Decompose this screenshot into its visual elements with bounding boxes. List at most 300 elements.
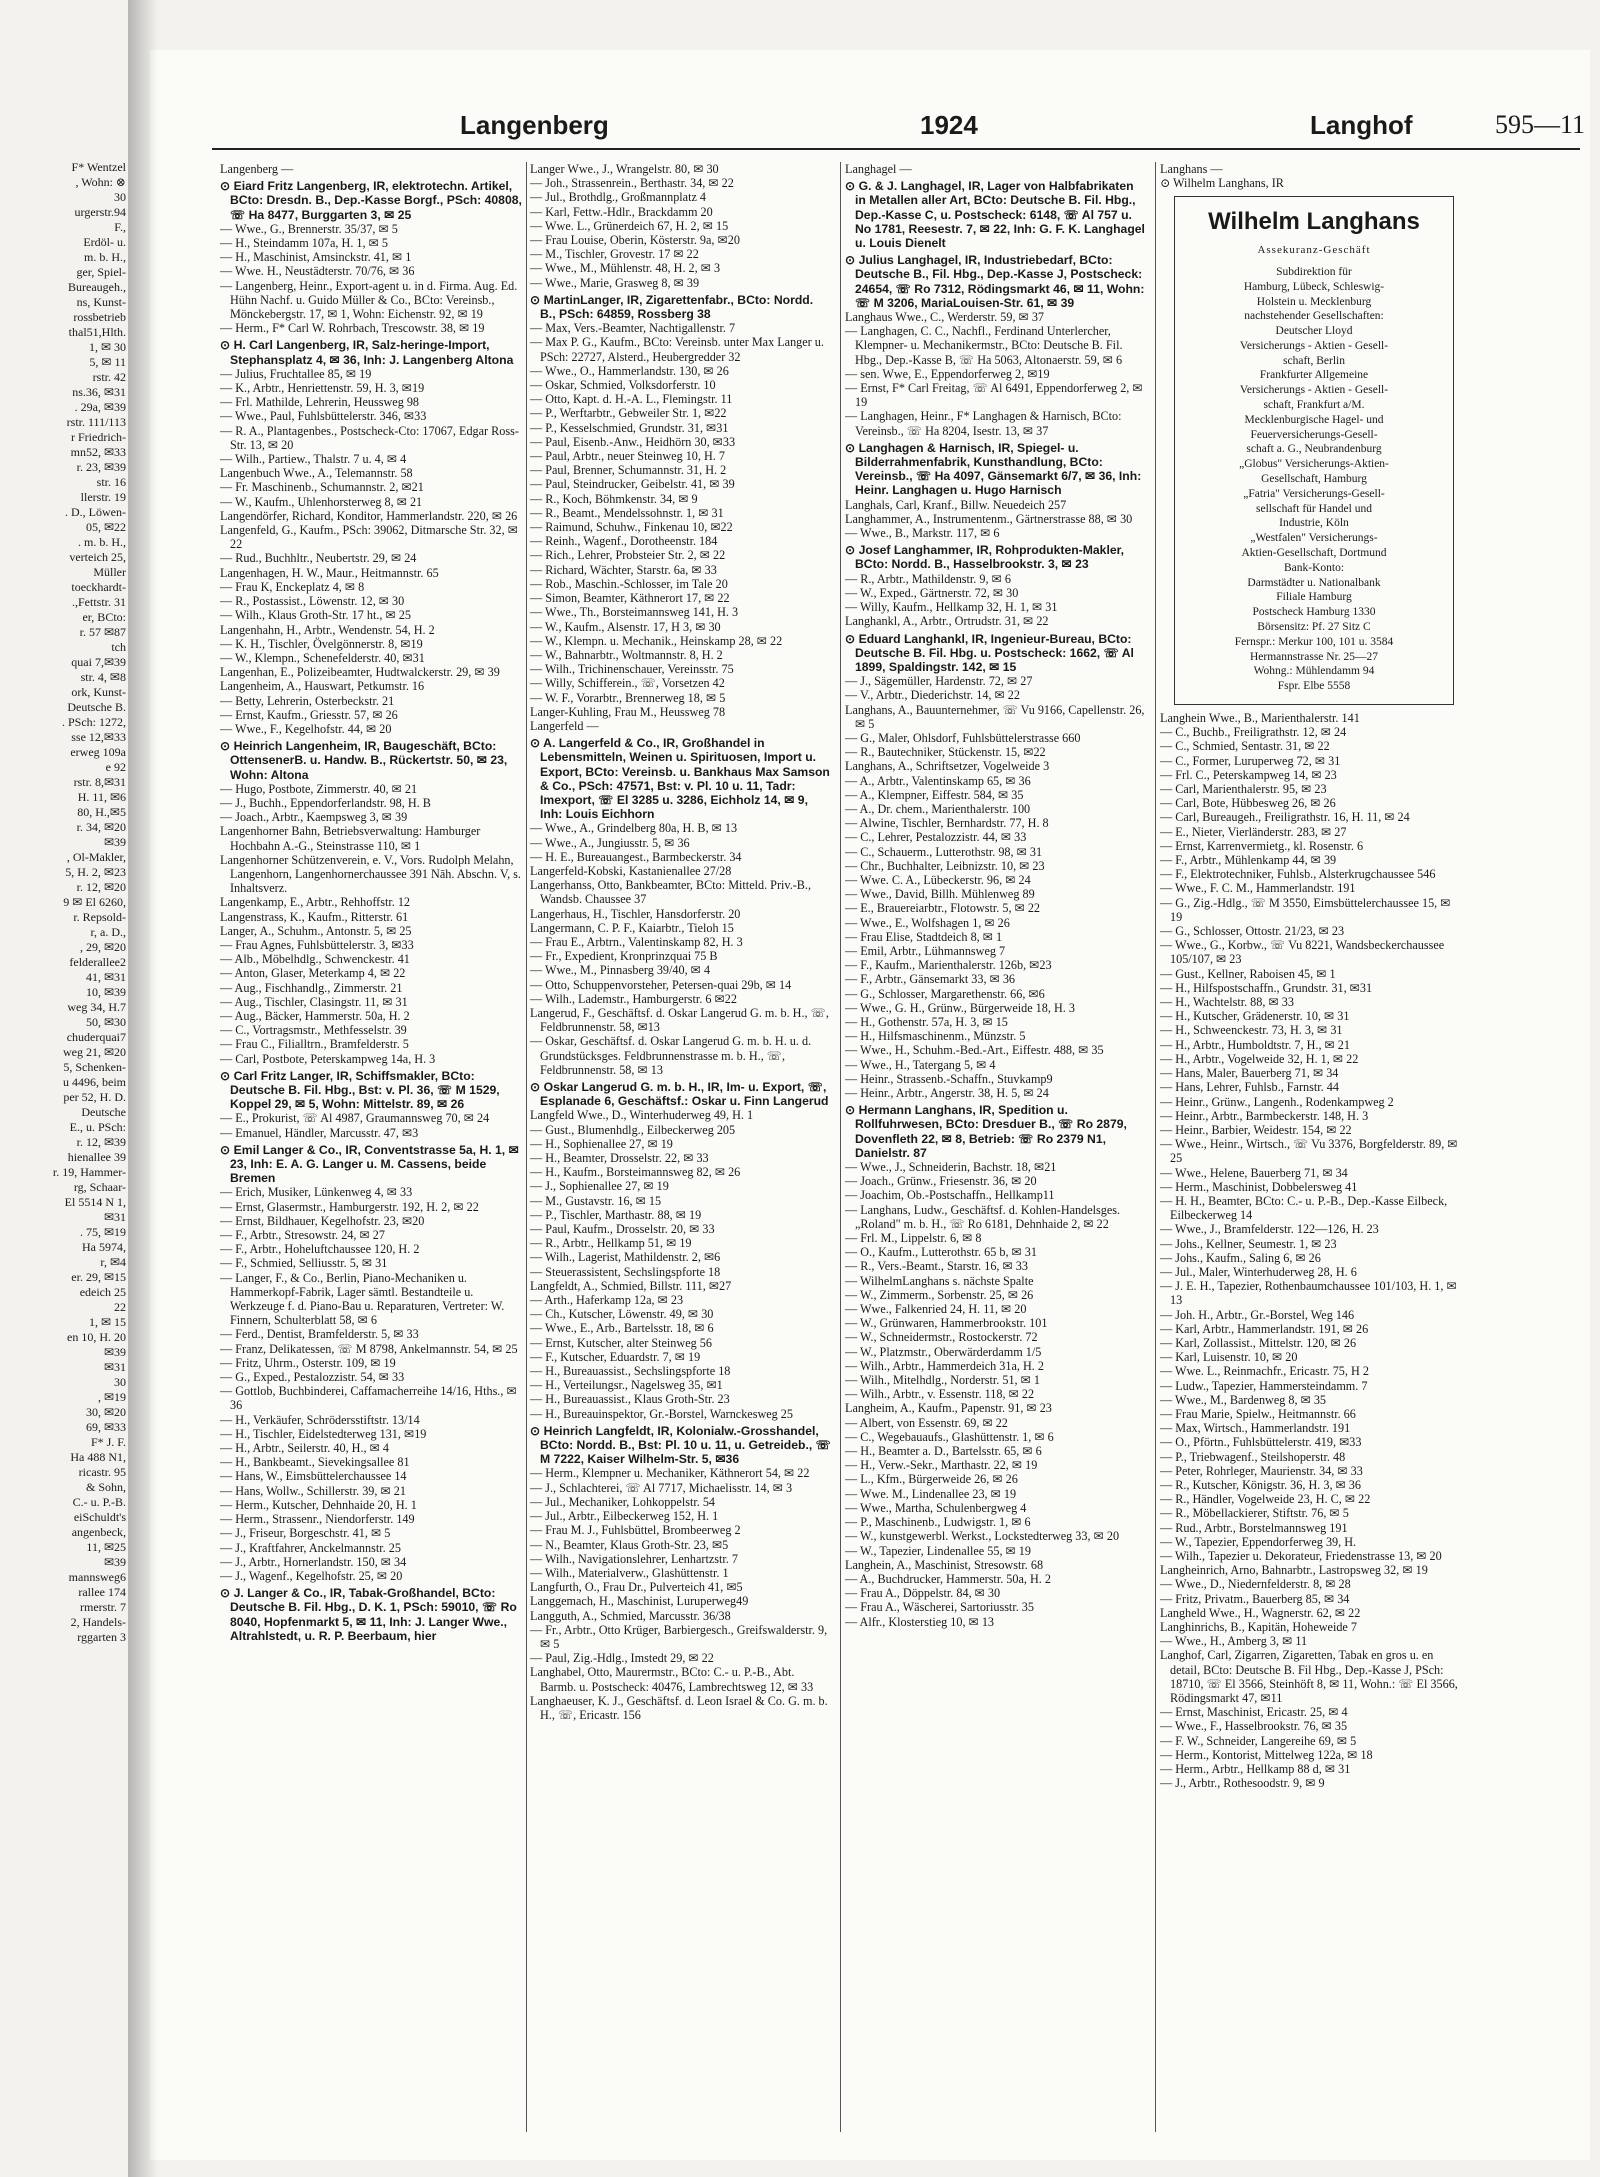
- ad-line: „Fatria" Versicherungs-Gesell-: [1243, 487, 1385, 500]
- directory-entry: — Joach., Grünw., Friesenstr. 36, ✉ 20: [845, 1174, 1037, 1189]
- directory-entry: — Wwe. H., Neustädterstr. 70/76, ✉ 36: [220, 264, 415, 279]
- column-4-top: [1160, 162, 1462, 190]
- directory-entry: — Arth., Haferkamp 12a, ✉ 23: [530, 1293, 684, 1308]
- directory-entry: — Wwe. M., Lindenallee 23, ✉ 19: [845, 1486, 1017, 1501]
- fragment-line: r. 12, ✉20: [76, 880, 126, 894]
- fragment-line: quai 7,✉39: [71, 655, 126, 669]
- directory-entry: — Wwe., E., Wolfshagen 1, ✉ 26: [845, 915, 1010, 930]
- directory-entry: — H., Gothenstr. 57a, H. 3, ✉ 15: [845, 1014, 1008, 1029]
- directory-entry: — Heinr., Barbier, Weidestr. 154, ✉ 22: [1160, 1122, 1352, 1137]
- directory-entry: — Joachim, Ob.-Postschaffn., Hellkamp11: [845, 1188, 1055, 1203]
- directory-entry: — Heinr., Grünw., Langenh., Rodenkampweg 2: [1160, 1094, 1394, 1109]
- directory-entry: — Ernst, Glasermstr., Hamburgerstr. 192, H. 2, ✉ 22: [220, 1199, 479, 1214]
- directory-entry: — Wwe., B., Markstr. 117, ✉ 6: [845, 526, 1000, 541]
- fragment-line: weg 34, H.7: [67, 1000, 126, 1014]
- directory-entry: — J., Wagenf., Kegelhofstr. 25, ✉ 20: [220, 1568, 403, 1583]
- directory-entry: — J., Arbtr., Hornerlandstr. 150, ✉ 34: [220, 1554, 407, 1569]
- directory-entry: Langhaus Wwe., C., Werderstr. 59, ✉ 37: [845, 310, 1045, 325]
- directory-entry: — WilhelmLanghans s. nächste Spalte: [845, 1273, 1034, 1288]
- column-3: [845, 162, 1147, 2142]
- ad-line: Holstein u. Mecklenburg: [1256, 295, 1372, 308]
- directory-entry: — G., Schlosser, Margarethenstr. 66, ✉6: [845, 986, 1045, 1001]
- fragment-line: Müller: [93, 565, 126, 579]
- fragment-line: 9 ✉ El 6260,: [63, 895, 126, 909]
- directory-entry: — W., Grünwaren, Hammerbrookstr. 101: [845, 1316, 1048, 1331]
- directory-entry: — F., Arbtr., Gänsemarkt 33, ✉ 36: [845, 972, 1016, 987]
- directory-entry: — Hans, Maler, Bauerberg 71, ✉ 34: [1160, 1066, 1339, 1081]
- fragment-line: rallee 174: [78, 1585, 126, 1599]
- directory-entry: — J. E. H., Tapezier, Rothenbaumchaussee 101/103, H. 1, ✉ 13: [1160, 1279, 1457, 1308]
- fragment-line: El 5514 N 1,: [64, 1195, 126, 1209]
- fragment-line: ricastr. 95: [78, 1465, 126, 1479]
- directory-entry: ⊙ Eduard Langhankl, IR, Ingenieur-Bureau, BCto: Deutsche B. Fil. Hbg. u. Postscheck: 1662, ☏ Al 1899, Spaldingstr. 142, ✉ 15: [845, 631, 1134, 674]
- directory-entry: — Otto, Kapt. d. H.-A. L., Flemingstr. 11: [530, 392, 733, 407]
- directory-entry: Langenhagen, H. W., Maur., Heitmannstr. 65: [220, 565, 439, 580]
- ad-line: Fspr. Elbe 5558: [1277, 680, 1351, 693]
- fragment-line: 41, ✉31: [85, 970, 126, 984]
- directory-entry: — H., Sophienallee 27, ✉ 19: [530, 1136, 673, 1151]
- page-number: 595—11: [1495, 110, 1586, 139]
- directory-entry: — J., Buchh., Eppendorferlandstr. 98, H. B: [220, 795, 431, 810]
- directory-entry: — H., Bureauassist., Sechslingspforte 18: [530, 1364, 731, 1379]
- directory-entry: — Wwe., H., Tatergang 5, ✉ 4: [845, 1057, 996, 1072]
- ad-line: Versicherungs - Aktien - Gesell-: [1239, 384, 1389, 397]
- directory-entry: ⊙ Josef Langhammer, IR, Rohprodukten-Makler, BCto: Nordd. B., Hasselbrookstr. 3, ✉ 23: [845, 543, 1125, 572]
- directory-entry: — W., Schneidermstr., Rostockerstr. 72: [845, 1330, 1038, 1345]
- directory-entry: — Karl, Luisenstr. 10, ✉ 20: [1160, 1350, 1298, 1365]
- directory-entry: ⊙ Heinrich Langfeldt, IR, Kolonialw.-Grosshandel, BCto: Nordd. B., Bst: Pl. 10 u. 11, u. Getreideb., ☏ M 7222, Kaiser Wilhelm-Str. 5, ✉36: [530, 1423, 831, 1467]
- fragment-line: ✉31: [103, 1210, 126, 1224]
- directory-entry: — Jul., Mechaniker, Lohkoppelstr. 54: [530, 1494, 716, 1509]
- column-2: [530, 162, 832, 2142]
- directory-entry: — Langhagen, C. C., Nachfl., Ferdinand Unterlercher, Klempner- u. Mechanikermstr., BCto: Deutsche B. Fil. Hbg., Dep.-Kasse B, ☏ Ha 5063, Altonaerstr. 59, ✉ 6: [845, 324, 1123, 367]
- fragment-line: urgerstr.94: [74, 205, 126, 219]
- directory-entry: — Frau A., Wäscherei, Sartoriusstr. 35: [845, 1600, 1034, 1615]
- directory-entry: — P., Kesselschmied, Grundstr. 31, ✉31: [530, 420, 729, 435]
- fragment-line: & Sohn,: [85, 1480, 126, 1494]
- directory-entry: — Erich, Musiker, Lünkenweg 4, ✉ 33: [220, 1185, 413, 1200]
- directory-entry: — Oskar, Schmied, Volksdorferstr. 10: [530, 378, 716, 393]
- directory-entry: — Jul., Maler, Winterhuderweg 28, H. 6: [1160, 1264, 1357, 1279]
- directory-entry: — Wilh., Navigationslehrer, Lenhartzstr. 7: [530, 1551, 738, 1566]
- column-divider: [1155, 162, 1156, 2132]
- fragment-line: 30: [114, 1375, 126, 1389]
- directory-entry: — Wwe., F. C. M., Hammerlandstr. 191: [1160, 881, 1356, 896]
- header-rule: [212, 148, 1580, 150]
- directory-entry: — J., Arbtr., Rothesoodstr. 9, ✉ 9: [1160, 1776, 1325, 1791]
- directory-entry: — Herm., Kutscher, Dehnhaide 20, H. 1: [220, 1497, 417, 1512]
- directory-entry: — Fr. Maschinenb., Schumannstr. 2, ✉21: [220, 480, 424, 495]
- directory-entry: Langerud, F., Geschäftsf. d. Oskar Langerud G. m. b. H., ☏, Feldbrunnenstr. 58, ✉13: [530, 1005, 829, 1035]
- directory-entry: — W., Platzmstr., Oberwärderdamm 1/5: [845, 1344, 1042, 1359]
- fragment-line: 80, H.,✉5: [77, 805, 126, 819]
- directory-entry: — Aug., Bäcker, Hammerstr. 50a, H. 2: [220, 1008, 410, 1023]
- directory-entry: — Gust., Kellner, Raboisen 45, ✉ 1: [1160, 966, 1336, 981]
- fragment-line: 30, ✉20: [85, 1405, 126, 1419]
- fragment-line: Ha 488 N1,: [70, 1450, 126, 1464]
- directory-entry: — Herm., F* Carl W. Rohrbach, Trescowstr. 38, ✉ 19: [220, 321, 485, 336]
- directory-entry: — Heinr., Arbtr., Barmbeckerstr. 148, H. 3: [1160, 1108, 1369, 1123]
- fragment-line: str. 16: [96, 475, 126, 489]
- directory-entry: — Wilh., Tapezier u. Dekorateur, Friedenstrasse 13, ✉ 20: [1160, 1549, 1442, 1563]
- fragment-line: 5, Schenken-: [63, 1060, 126, 1074]
- directory-entry: — Oskar, Geschäftsf. d. Oskar Langerud G. m. b. H. u. d. Grundstücksges. Feldbrunnenstrasse m. b. H., ☏, Feldbrunnenstr. 58, ✉ 13: [530, 1034, 812, 1077]
- header-last-entry: Langhof: [1310, 110, 1413, 140]
- directory-entry: ⊙ Wilhelm Langhans, IR: [1160, 176, 1284, 191]
- directory-entry: Langenheim, A., Hauswart, Petkumstr. 16: [220, 679, 425, 694]
- directory-entry: — Julius, Fruchtallee 85, ✉ 19: [220, 366, 372, 381]
- directory-entry: — Herm., Strassenr., Niendorferstr. 149: [220, 1512, 415, 1527]
- directory-entry: — Karl, Zollassist., Mittelstr. 120, ✉ 26: [1160, 1335, 1357, 1350]
- directory-entry: Langhankl, A., Arbtr., Ortrudstr. 31, ✉ 22: [845, 614, 1049, 629]
- directory-entry: — W., Zimmerm., Sorbenstr. 25, ✉ 26: [845, 1287, 1034, 1302]
- directory-entry: — Ernst, Bildhauer, Kegelhofstr. 23, ✉20: [220, 1213, 425, 1228]
- ad-line: Darmstädter u. Nationalbank: [1247, 576, 1381, 589]
- directory-entry: — R. A., Plantagenbes., Postscheck-Cto: 17067, Edgar Ross-Str. 13, ✉ 20: [220, 423, 519, 452]
- fragment-line: r, ✉4: [100, 1255, 126, 1269]
- directory-entry: — Wilh., Arbtr., Hammerdeich 31a, H. 2: [845, 1358, 1044, 1373]
- directory-entry: — Heinr., Arbtr., Angerstr. 38, H. 5, ✉ 24: [845, 1086, 1049, 1100]
- fragment-line: . 29a, ✉39: [74, 400, 126, 414]
- fragment-line: 2, Handels-: [70, 1615, 126, 1629]
- directory-entry: — Fritz, Uhrm., Osterstr. 109, ✉ 19: [220, 1355, 396, 1370]
- directory-entry: — Johs., Kellner, Seumestr. 1, ✉ 23: [1160, 1236, 1337, 1251]
- directory-entry: Langheim, A., Kaufm., Papenstr. 91, ✉ 23: [845, 1401, 1052, 1416]
- directory-entry: — Max, Vers.-Beamter, Nachtigallenstr. 7: [530, 321, 736, 336]
- directory-entry: — Wwe., M., Mühlenstr. 48, H. 2, ✉ 3: [530, 261, 721, 276]
- fragment-line: erweg 109a: [70, 745, 126, 759]
- fragment-line: chuderquai7: [66, 1030, 126, 1044]
- fragment-line: E., u. PSch:: [69, 1120, 126, 1134]
- page-header: [150, 110, 1590, 150]
- fragment-line: r. 19, Hammer-: [52, 1165, 126, 1179]
- column-4: [1160, 162, 1462, 2142]
- directory-entry: — W., Exped., Gärtnerstr. 72, ✉ 30: [845, 585, 1019, 600]
- directory-entry: — Karl, Fettw.-Hdlr., Brackdamm 20: [530, 204, 713, 219]
- fragment-line: Erdöl- u.: [83, 235, 126, 249]
- directory-entry: — H., Hilfspostschaffn., Grundstr. 31, ✉31: [1160, 980, 1373, 995]
- directory-entry: — N., Beamter, Klaus Groth-Str. 23, ✉5: [530, 1537, 729, 1552]
- directory-entry: — Ernst, Kaufm., Griesstr. 57, ✉ 26: [220, 707, 398, 722]
- directory-entry: — F. W., Schneider, Langereihe 69, ✉ 5: [1160, 1733, 1357, 1748]
- directory-entry: — Rud., Buchhltr., Neubertstr. 29, ✉ 24: [220, 551, 417, 566]
- directory-entry: — W., kunstgewerbl. Werkst., Lockstedterweg 33, ✉ 20: [845, 1529, 1120, 1544]
- fragment-line: 5, H. 2, ✉23: [65, 865, 126, 879]
- directory-entry: — Frau C., Filialltrn., Bramfelderstr. 5: [220, 1037, 409, 1052]
- directory-entry: Langerfeld —: [530, 718, 599, 733]
- directory-entry: — P., Tischler, Marthastr. 88, ✉ 19: [530, 1207, 702, 1222]
- fragment-line: llerstr. 19: [80, 490, 126, 504]
- directory-entry: — Hans, Lehrer, Fuhlsb., Farnstr. 44: [1160, 1080, 1339, 1095]
- directory-entry: — P., Triebwagenf., Steilshoperstr. 48: [1160, 1449, 1346, 1464]
- directory-entry: — P., Maschinenb., Ludwigstr. 1, ✉ 6: [845, 1515, 1031, 1530]
- fragment-line: Deutsche: [81, 1105, 126, 1119]
- fragment-line: , Ol-Makler,: [66, 850, 126, 864]
- directory-entry: — Johs., Kaufm., Saling 6, ✉ 26: [1160, 1250, 1321, 1265]
- directory-entry: — G., Schlosser, Ottostr. 21/23, ✉ 23: [1160, 924, 1345, 939]
- directory-entry: — A., Arbtr., Valentinskamp 65, ✉ 36: [845, 773, 1031, 788]
- directory-entry: — E., Prokurist, ☏ Al 4987, Graumannsweg 70, ✉ 24: [220, 1111, 490, 1126]
- fragment-line: tch: [111, 640, 126, 654]
- directory-entry: — H., Schweenckestr. 73, H. 3, ✉ 31: [1160, 1023, 1343, 1038]
- directory-entry: — Paul, Arbtr., neuer Steinweg 10, H. 7: [530, 449, 725, 464]
- fragment-line: ger, Spiel-: [76, 265, 126, 279]
- directory-entry: — Hugo, Postbote, Zimmerstr. 40, ✉ 21: [220, 781, 418, 796]
- directory-entry: — Joach., Arbtr., Kaempsweg 3, ✉ 39: [220, 810, 408, 825]
- ad-line: Hermannstrasse Nr. 25—27: [1249, 650, 1379, 663]
- directory-entry: — Herm., Arbtr., Hellkamp 88 d, ✉ 31: [1160, 1762, 1351, 1777]
- directory-entry: Langenberg —: [220, 162, 294, 176]
- directory-entry: — Albert, von Essenstr. 69, ✉ 22: [845, 1415, 1008, 1430]
- directory-entry: — Raimund, Schuhw., Finkenau 10, ✉22: [530, 520, 733, 535]
- fragment-line: rstr. 111/113: [66, 415, 126, 429]
- directory-entry: — O., Pförtn., Fuhlsbüttelerstr. 419, ✉33: [1160, 1435, 1362, 1450]
- directory-entry: — Alwine, Tischler, Bernhardstr. 77, H. 8: [845, 816, 1049, 831]
- directory-entry: — Herm., Maschinist, Dobbelersweg 41: [1160, 1179, 1358, 1194]
- directory-entry: — Frau K, Enckeplatz 4, ✉ 8: [220, 579, 365, 594]
- directory-entry: — Frau M. J., Fuhlsbüttel, Brombeerweg 2: [530, 1523, 741, 1538]
- directory-entry: — K. H., Tischler, Övelgönnerstr. 8, ✉19: [220, 636, 423, 651]
- ad-line: Versicherungs - Aktien - Gesell-: [1239, 339, 1389, 352]
- fragment-line: Deutsche B.: [67, 700, 126, 714]
- directory-entry: — Wwe., Heinr., Wirtsch., ☏ Vu 3376, Borgfelderstr. 89, ✉ 25: [1160, 1137, 1458, 1166]
- fragment-line: 5, ✉ 11: [89, 355, 126, 369]
- fragment-line: u 4496, beim: [63, 1075, 126, 1089]
- directory-entry: — H., Beamter, Drosselstr. 22, ✉ 33: [530, 1151, 709, 1166]
- directory-entry: — Jul., Brothdlg., Großmannplatz 4: [530, 190, 707, 205]
- directory-entry: — H., Kutscher, Grädenerstr. 10, ✉ 31: [1160, 1009, 1350, 1024]
- fragment-line: ✉39: [103, 1345, 126, 1359]
- directory-entry: Langenfeld, G., Kaufm., PSch: 39062, Ditmarsche Str. 32, ✉ 22: [220, 523, 518, 552]
- directory-entry: — Wilh., Lademstr., Hamburgerstr. 6 ✉22: [530, 991, 737, 1006]
- directory-entry: Langhabel, Otto, Maurermstr., BCto: C.- u. P.-B., Abt. Barmb. u. Postscheck: 40476, Lambrechtsweg 12, ✉ 33: [530, 1665, 814, 1694]
- directory-entry: — sen. Wwe, E., Eppendorferweg 2, ✉19: [845, 366, 1050, 381]
- directory-entry: — J., Schlachterei, ☏ Al 7717, Michaelisstr. 14, ✉ 3: [530, 1480, 793, 1495]
- directory-entry: Langhof, Carl, Zigarren, Zigaretten, Tabak en gros u. en detail, BCto: Deutsche B. Fil Hbg., Dep.-Kasse J, PSch: 18710, ☏ El 3566, Steinhöft 8, ✉ 11, Wohn.: ☏ El 3566, Rödingsmarkt 47, ✉11: [1160, 1648, 1458, 1706]
- directory-entry: — H., Arbtr., Vogelweide 32, H. 1, ✉ 22: [1160, 1051, 1359, 1066]
- directory-entry: — Wwe., H., Amberg 3, ✉ 11: [1160, 1634, 1308, 1649]
- header-year: 1924: [920, 110, 978, 140]
- column-divider: [526, 162, 527, 2132]
- directory-entry: Langhammer, A., Instrumentenm., Gärtnerstrasse 88, ✉ 30: [845, 511, 1133, 526]
- directory-entry: — E., Brauereiarbtr., Flotowstr. 5, ✉ 22: [845, 901, 1041, 916]
- directory-entry: — Fr., Arbtr., Otto Krüger, Barbiergesch., Greifswalderstr. 9, ✉ 5: [530, 1622, 828, 1651]
- directory-entry: — Carl, Bote, Hübbesweg 26, ✉ 26: [1160, 796, 1336, 811]
- directory-entry: — R., Arbtr., Hellkamp 51, ✉ 19: [530, 1236, 692, 1251]
- book-gutter: [128, 0, 158, 2177]
- fragment-line: ns, Kunst-: [76, 295, 126, 309]
- directory-entry: — H., Verkäufer, Schrödersstiftstr. 13/14: [220, 1412, 420, 1427]
- directory-entry: — Wwe., Helene, Bauerberg 71, ✉ 34: [1160, 1165, 1348, 1180]
- directory-entry: — G., Maler, Ohlsdorf, Fuhlsbüttelerstrasse 660: [845, 730, 1081, 745]
- fragment-line: . 75, ✉19: [79, 1225, 126, 1239]
- directory-entry: — Frl. Mathilde, Lehrerin, Heussweg 98: [220, 395, 420, 410]
- fragment-line: 11, ✉25: [86, 1540, 126, 1554]
- directory-entry: — Wwe. L., Reinmachfr., Ericastr. 75, H 2: [1160, 1364, 1369, 1379]
- ad-line: Börsensitz: Pf. 27 Sitz C: [1257, 621, 1371, 634]
- directory-entry: — Wwe., G., Brennerstr. 35/37, ✉ 5: [220, 221, 398, 236]
- directory-entry: — Wilh., Partiew., Thalstr. 7 u. 4, ✉ 4: [220, 452, 407, 467]
- directory-entry: — W. F., Vorarbtr., Brennerweg 18, ✉ 5: [530, 690, 726, 705]
- directory-entry: — Willy, Schifferein., ☏, Vorsetzen 42: [530, 676, 725, 691]
- directory-entry: — Langenberg, Heinr., Export-agent u. in d. Firma. Aug. Ed. Hühn Nachf. u. Guido Müller & Co., BCto: Vereinsb., Mönckebergstr. 17, ✉ 1, Wohn: Eichenstr. 92, ✉ 19: [220, 278, 518, 322]
- directory-entry: — R., Möbellackierer, Stiftstr. 76, ✉ 5: [1160, 1506, 1349, 1521]
- directory-entry: — Steuerassistent, Sechslingspforte 18: [530, 1264, 721, 1279]
- fragment-line: angenbeck,: [71, 1525, 126, 1539]
- directory-entry: — Max P. G., Kaufm., BCto: Vereinsb. unter Max Langer u. PSch: 22727, Alsterd., Heubergredder 32: [530, 335, 824, 364]
- directory-entry: — W., Kaufm., Alsenstr. 17, H 3, ✉ 30: [530, 619, 721, 634]
- fragment-line: rg, Schaar-: [73, 1180, 126, 1194]
- directory-entry: — Langhans, Ludw., Geschäftsf. d. Kohlen-Handelsges. „Roland" m. b. H., ☏ Ro 6181, Dehnhaide 2, ✉ 22: [845, 1202, 1121, 1231]
- directory-entry: — Wwe., F., Hasselbrookstr. 76, ✉ 35: [1160, 1719, 1348, 1734]
- directory-entry: — Frl. M., Lippelstr. 6, ✉ 8: [845, 1231, 982, 1246]
- fragment-line: Ha 5974,: [82, 1240, 126, 1254]
- directory-entry: Langenhorner Bahn, Betriebsverwaltung: Hamburger Hochbahn A.-G., Steinstrasse 110, ✉ 1: [220, 824, 481, 853]
- fragment-line: eiSchuldt's: [73, 1510, 126, 1524]
- directory-entry: — Alb., Möbelhdlg., Schwenckestr. 41: [220, 952, 410, 967]
- directory-entry: — Alfr., Klosterstieg 10, ✉ 13: [845, 1614, 995, 1629]
- directory-entry: ⊙ MartinLanger, IR, Zigarettenfabr., BCto: Nordd. B., PSch: 64859, Rossberg 38: [530, 292, 814, 322]
- directory-entry: ⊙ J. Langer & Co., IR, Tabak-Großhandel, BCto: Deutsche B. Fil. Hbg., D. K. 1, PSch: 59010, ☏ Ro 8040, Hopfenmarkt 5, ✉ 11, Inh: J. Langer Wwe., Altrahlstedt, u. R. P. Beerbaum, hier: [220, 1586, 517, 1643]
- directory-entry: — H., Tischler, Eidelstedterweg 131, ✉19: [220, 1426, 427, 1441]
- directory-entry: — G., Zig.-Hdlg., ☏ M 3550, Eimsbüttelerchaussee 15, ✉ 19: [1160, 895, 1451, 924]
- directory-entry: — H., Steindamm 107a, H. 1, ✉ 5: [220, 236, 388, 251]
- directory-entry: — Frau Elise, Stadtdeich 8, ✉ 1: [845, 929, 1003, 944]
- ad-line: schaft, Berlin: [1283, 354, 1345, 367]
- directory-entry: — Hans, W., Eimsbüttelerchaussee 14: [220, 1469, 407, 1484]
- directory-entry: — R., Bautechniker, Stückenstr. 15, ✉22: [845, 745, 1046, 760]
- directory-entry: — H., Verw.-Sekr., Marthastr. 22, ✉ 19: [845, 1458, 1038, 1473]
- directory-entry: — P., Werftarbtr., Gebweiler Str. 1, ✉22: [530, 406, 727, 421]
- directory-entry: — Langer, F., & Co., Berlin, Piano-Mechaniken u. Hammerkopf-Fabrik, Lager sämtl. Bestandteile u. Werkzeuge f. d. Piano-Bau u. Reparaturen, Vertreter: W. Finnern, Schulterblatt 58, ✉ 6: [220, 1270, 505, 1328]
- directory-entry: ⊙ H. Carl Langenberg, IR, Salz-heringe-Import, Stephansplatz 4, ✉ 36, Inh: J. Langenberg Altona: [220, 338, 514, 367]
- directory-entry: Langhein, A., Maschinist, Stresowstr. 68: [845, 1557, 1044, 1572]
- directory-entry: — Heinr., Strassenb.-Schaffn., Stuvkamp9: [845, 1071, 1053, 1086]
- fragment-line: ✉31: [103, 1360, 126, 1374]
- directory-entry: Langermann, C. P. F., Kaiarbtr., Tieloh 15: [530, 920, 734, 935]
- fragment-line: ns.36, ✉31: [72, 385, 126, 399]
- directory-entry: — H., Bankbeamt., Sievekingsallee 81: [220, 1455, 410, 1470]
- directory-entry: — Wwe., G., Korbw., ☏ Vu 8221, Wandsbeckerchaussee 105/107, ✉ 23: [1160, 938, 1445, 967]
- directory-entry: — Gottlob, Buchbinderei, Caffamacherreihe 14/16, Hths., ✉ 36: [220, 1384, 517, 1413]
- directory-entry: — Wwe., Th., Borsteimannsweg 141, H. 3: [530, 605, 739, 620]
- directory-entry: — J., Kraftfahrer, Anckelmannstr. 25: [220, 1540, 401, 1555]
- ad-subtitle: Assekuranz-Geschäft: [1257, 244, 1371, 257]
- fragment-line: r. 12, ✉39: [76, 1135, 126, 1149]
- directory-entry: Langenhorner Schützenverein, e. V., Vors. Rudolph Melahn, Langenhorn, Langenhornerchaussee 391 Nāh. Abschn. V, s. Inhaltsverz.: [220, 852, 521, 896]
- directory-entry: — Peter, Rohrleger, Maurienstr. 34, ✉ 33: [1160, 1463, 1363, 1478]
- directory-entry: — F., Kaufm., Marienthalerstr. 126b, ✉23: [845, 958, 1052, 973]
- directory-entry: — C., Buchb., Freiligrathstr. 12, ✉ 24: [1160, 725, 1347, 740]
- fragment-line: , ✉19: [97, 1390, 126, 1404]
- directory-entry: — H., Kaufm., Borsteimannsweg 82, ✉ 26: [530, 1165, 741, 1180]
- directory-entry: — W., Klempn. u. Mechanik., Heinskamp 28, ✉ 22: [530, 633, 783, 648]
- directory-entry: — J., Friseur, Borgeschstr. 41, ✉ 5: [220, 1526, 391, 1541]
- previous-page-fragment: [0, 160, 128, 2150]
- directory-entry: — Wilh., Trichinenschauer, Vereinsstr. 75: [530, 662, 734, 677]
- directory-entry: — Joh., Strassenrein., Berthastr. 34, ✉ 22: [530, 176, 734, 191]
- fragment-line: r. 34, ✉20: [76, 820, 126, 834]
- directory-entry: — K., Arbtr., Henriettenstr. 59, H. 3, ✉19: [220, 381, 425, 396]
- directory-entry: — Emil, Arbtr., Lühmannsweg 7: [845, 943, 1006, 958]
- fragment-line: e 92: [105, 760, 126, 774]
- fragment-line: r, a. D.,: [90, 925, 126, 939]
- directory-entry: — Wwe., D., Niedernfelderstr. 8, ✉ 28: [1160, 1577, 1351, 1592]
- fragment-line: 69, ✉33: [85, 1420, 126, 1434]
- ad-line: Hamburg, Lübeck, Schleswig-: [1243, 280, 1385, 293]
- directory-entry: — Frau E., Arbtrn., Valentinskamp 82, H. 3: [530, 934, 743, 949]
- directory-entry: — Ernst, Karrenvermietg., kl. Rosenstr. 6: [1160, 838, 1364, 853]
- ad-line: Gesellschaft, Hamburg: [1261, 473, 1367, 486]
- directory-entry: — C., Vortragsmstr., Methfesselstr. 39: [220, 1023, 407, 1038]
- directory-entry: — Betty, Lehrerin, Osterbeckstr. 21: [220, 693, 395, 708]
- directory-entry: — Ernst, Maschinist, Ericastr. 25, ✉ 4: [1160, 1705, 1348, 1720]
- directory-entry: — R., Händler, Vogelweide 23, H. C, ✉ 22: [1160, 1492, 1371, 1507]
- directory-entry: Langheinrich, Arno, Bahnarbtr., Lastropsweg 32, ✉ 19: [1160, 1563, 1428, 1578]
- fragment-line: , Wohn: ⊗: [75, 175, 126, 189]
- directory-entry: — F., Arbtr., Stresowstr. 24, ✉ 27: [220, 1228, 385, 1243]
- directory-entry: — Langhagen, Heinr., F* Langhagen & Harnisch, BCto: Vereinsb., ☏ Ha 8204, Isestr. 13, ✉ 37: [845, 409, 1122, 438]
- directory-entry: ⊙ Heinrich Langenheim, IR, Baugeschäft, BCto: OttensenerB. u. Handw. B., Rückertstr. 50, ✉ 23, Wohn: Altona: [220, 739, 508, 782]
- directory-entry: — Emanuel, Händler, Marcusstr. 47, ✉3: [220, 1125, 419, 1140]
- directory-entry: — A., Klempner, Eiffestr. 584, ✉ 35: [845, 787, 1024, 802]
- directory-entry: — Wwe., Martha, Schulenbergweg 4: [845, 1500, 1027, 1515]
- directory-entry: Langhagel —: [845, 162, 912, 176]
- directory-entry: — Wwe. C. A., Lübeckerstr. 96, ✉ 24: [845, 872, 1031, 887]
- directory-entry: — Carl, Postbote, Peterskampweg 14a, H. 3: [220, 1051, 436, 1066]
- directory-entry: — Carl, Bureaugeh., Freiligrathstr. 16, H. 11, ✉ 24: [1160, 810, 1410, 825]
- directory-entry: — J., Sägemüller, Hardenstr. 72, ✉ 27: [845, 674, 1033, 689]
- fragment-line: Bureaugeh.,: [68, 280, 126, 294]
- fragment-line: sse 12,✉33: [71, 730, 126, 744]
- directory-entry: — Wwe., A., Grindelberg 80a, H. B, ✉ 13: [530, 821, 738, 836]
- directory-entry: — C., Schmied, Sentastr. 31, ✉ 22: [1160, 739, 1330, 754]
- fragment-line: .,Fettstr. 31: [71, 595, 126, 609]
- directory-entry: — Aug., Tischler, Clasingstr. 11, ✉ 31: [220, 994, 408, 1009]
- directory-entry: — R., Vers.-Beamt., Starstr. 16, ✉ 33: [845, 1259, 1028, 1274]
- directory-entry: — Anton, Glaser, Meterkamp 4, ✉ 22: [220, 966, 406, 981]
- directory-entry: Langhals, Carl, Kranf., Billw. Neuedeich 257: [845, 497, 1067, 512]
- ad-line: Bank-Konto:: [1283, 561, 1345, 574]
- directory-entry: — W., Bahnarbtr., Woltmannstr. 8, H. 2: [530, 647, 723, 662]
- directory-entry: — F., Schmied, Selliusstr. 5, ✉ 31: [220, 1256, 388, 1271]
- column-1: [220, 162, 522, 2142]
- ad-line: Aktien-Gesellschaft, Dortmund: [1241, 547, 1387, 560]
- directory-entry: — A., Dr. chem., Marienthalerstr. 100: [845, 801, 1031, 816]
- fragment-line: 1, ✉ 15: [88, 1315, 126, 1329]
- directory-entry: — Wwe., A., Jungiusstr. 5, ✉ 36: [530, 835, 690, 850]
- directory-entry: — M., Gustavstr. 16, ✉ 15: [530, 1193, 662, 1208]
- fragment-line: r. 23, ✉39: [76, 460, 126, 474]
- ad-line: Fernspr.: Merkur 100, 101 u. 3584: [1234, 635, 1394, 648]
- directory-entry: — Herm., Kontorist, Mittelweg 122a, ✉ 18: [1160, 1747, 1373, 1762]
- directory-entry: — Reinh., Wagenf., Dorotheenstr. 184: [530, 534, 718, 549]
- directory-entry: — W., Klempn., Schenefelderstr. 40, ✉31: [220, 650, 425, 665]
- fragment-line: rstr. 42: [92, 370, 126, 384]
- directory-entry: Langendörfer, Richard, Konditor, Hammerlandstr. 220, ✉ 26: [220, 508, 518, 523]
- directory-entry: Langer-Kuhling, Frau M., Heussweg 78: [530, 704, 726, 719]
- fragment-line: weg 21, ✉20: [62, 1045, 126, 1059]
- fragment-line: er. 29, ✉15: [71, 1270, 126, 1284]
- directory-entry: — Karl, Arbtr., Hammerlandstr. 191, ✉ 26: [1160, 1321, 1369, 1336]
- directory-entry: — Fr., Expedient, Kronprinzquai 75 B: [530, 949, 718, 964]
- fragment-line: 22: [114, 1300, 126, 1314]
- fragment-line: mannsweg6: [68, 1570, 126, 1584]
- directory-entry: Langhans, A., Schriftsetzer, Vogelweide 3: [845, 759, 1050, 774]
- directory-entry: — Jul., Arbtr., Eilbeckerweg 152, H. 1: [530, 1509, 719, 1524]
- directory-entry: Langerhanss, Otto, Bankbeamter, BCto: Mitteld. Priv.-B., Wandsb. Chaussee 37: [530, 878, 812, 907]
- fragment-line: rossbetrieb: [73, 310, 126, 324]
